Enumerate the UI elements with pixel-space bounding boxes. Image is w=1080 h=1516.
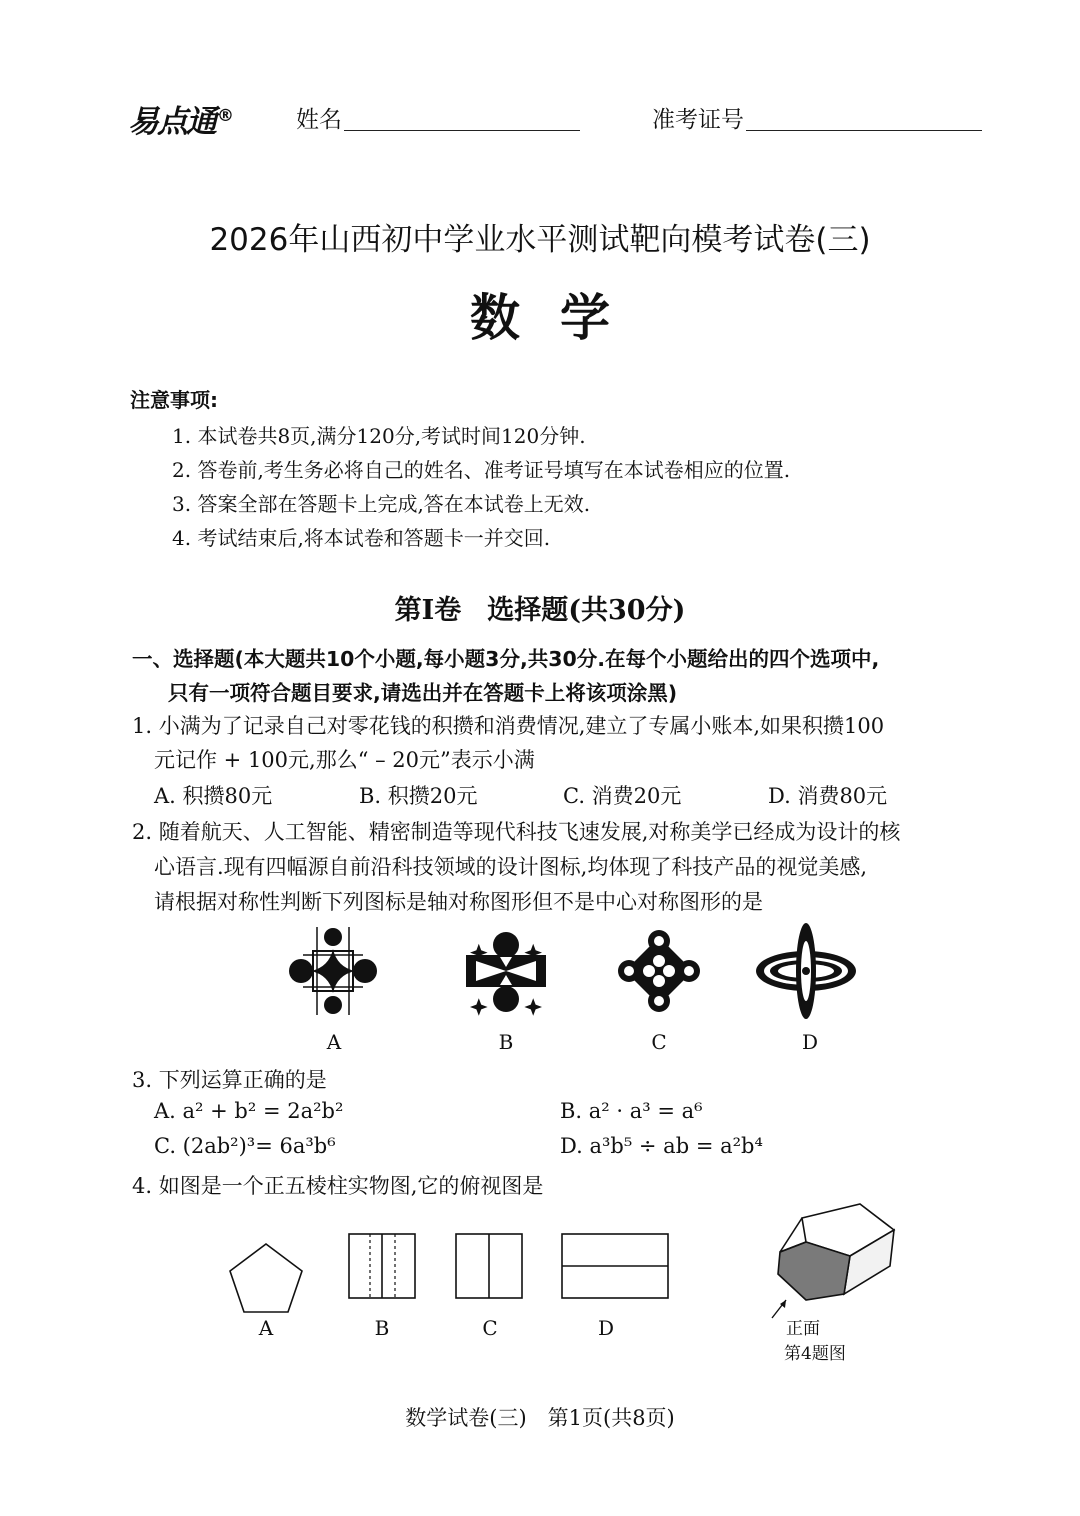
q4-option-d-rect bbox=[562, 1234, 668, 1298]
q2-icon-a bbox=[289, 927, 377, 1015]
q2-stem-line3: 请根据对称性判断下列图标是轴对称图形但不是中心对称图形的是 bbox=[154, 890, 763, 914]
q1-option-d: D. 消费80元 bbox=[768, 784, 888, 808]
notice-item: 3. 答案全部在答题卡上完成,答在本试卷上无效. bbox=[172, 492, 591, 516]
q2-label-c: C bbox=[651, 1030, 667, 1054]
q2-icon-c bbox=[618, 930, 700, 1012]
q3-option-b: B. a² · a³ = a⁶ bbox=[560, 1099, 703, 1123]
exam-id-label: 准考证号 bbox=[652, 107, 744, 133]
q1-stem-line1: 1. 小满为了记录自己对零花钱的积攒和消费情况,建立了专属小账本,如果积攒100 bbox=[132, 714, 885, 738]
section-title: 第Ⅰ卷 选择题(共30分) bbox=[394, 595, 686, 626]
q2-icons-figure bbox=[270, 920, 890, 1022]
logo: 易点通 ® bbox=[128, 104, 232, 140]
q4-label-b: B bbox=[374, 1316, 390, 1340]
q4-pentagonal-prism bbox=[772, 1204, 894, 1318]
q1-option-b: B. 积攒20元 bbox=[359, 784, 478, 808]
q2-label-b: B bbox=[498, 1030, 514, 1054]
notice-item: 1. 本试卷共8页,满分120分,考试时间120分钟. bbox=[172, 424, 586, 448]
q3-option-c: C. (2ab²)³= 6a³b⁶ bbox=[154, 1134, 336, 1158]
subject-title: 数学 bbox=[470, 289, 650, 347]
page-footer: 数学试卷(三) 第1页(共8页) bbox=[405, 1406, 675, 1430]
q2-stem-line2: 心语言.现有四幅源自前沿科技领域的设计图标,均体现了科技产品的视觉美感, bbox=[154, 855, 868, 879]
q4-figure-caption: 第4题图 bbox=[784, 1344, 846, 1364]
q4-option-c-rect bbox=[456, 1234, 522, 1298]
q2-label-d: D bbox=[801, 1030, 819, 1054]
q4-front-label: 正面 bbox=[786, 1319, 820, 1339]
notice-item: 2. 答卷前,考生务必将自己的姓名、准考证号填写在本试卷相应的位置. bbox=[172, 458, 791, 482]
q2-stem-line1: 2. 随着航天、人工智能、精密制造等现代科技飞速发展,对称美学已经成为设计的核 bbox=[132, 820, 901, 844]
q1-option-c: C. 消费20元 bbox=[563, 784, 682, 808]
q1-option-a: A. 积攒80元 bbox=[154, 784, 273, 808]
notice-heading: 注意事项: bbox=[130, 388, 218, 412]
q4-option-b-rect bbox=[349, 1234, 415, 1298]
q3-option-a: A. a² + b² = 2a²b² bbox=[154, 1099, 344, 1123]
name-label: 姓名 bbox=[296, 107, 342, 133]
q2-icon-d bbox=[756, 923, 856, 1019]
q3-stem: 3. 下列运算正确的是 bbox=[132, 1068, 327, 1092]
name-field[interactable] bbox=[344, 102, 580, 131]
q2-icon-b bbox=[466, 932, 546, 1016]
exam-id-field[interactable] bbox=[746, 102, 982, 131]
q4-option-a-pentagon bbox=[230, 1244, 302, 1312]
q4-stem: 4. 如图是一个正五棱柱实物图,它的俯视图是 bbox=[132, 1174, 544, 1198]
q2-label-a: A bbox=[326, 1030, 342, 1054]
q4-label-d: D bbox=[597, 1316, 615, 1340]
q4-label-c: C bbox=[482, 1316, 498, 1340]
q4-label-a: A bbox=[258, 1316, 274, 1340]
notice-item: 4. 考试结束后,将本试卷和答题卡一并交回. bbox=[172, 526, 551, 550]
exam-title: 2026年山西初中学业水平测试靶向模考试卷(三) bbox=[209, 222, 871, 258]
section-intro-line1: 一、选择题(本大题共10个小题,每小题3分,共30分.在每个小题给出的四个选项中, bbox=[132, 647, 880, 671]
q1-stem-line2: 元记作 + 100元,那么“ – 20元”表示小满 bbox=[154, 748, 535, 772]
q3-option-d: D. a³b⁵ ÷ ab = a²b⁴ bbox=[560, 1134, 763, 1158]
section-intro-line2: 只有一项符合题目要求,请选出并在答题卡上将该项涂黑) bbox=[168, 681, 678, 705]
